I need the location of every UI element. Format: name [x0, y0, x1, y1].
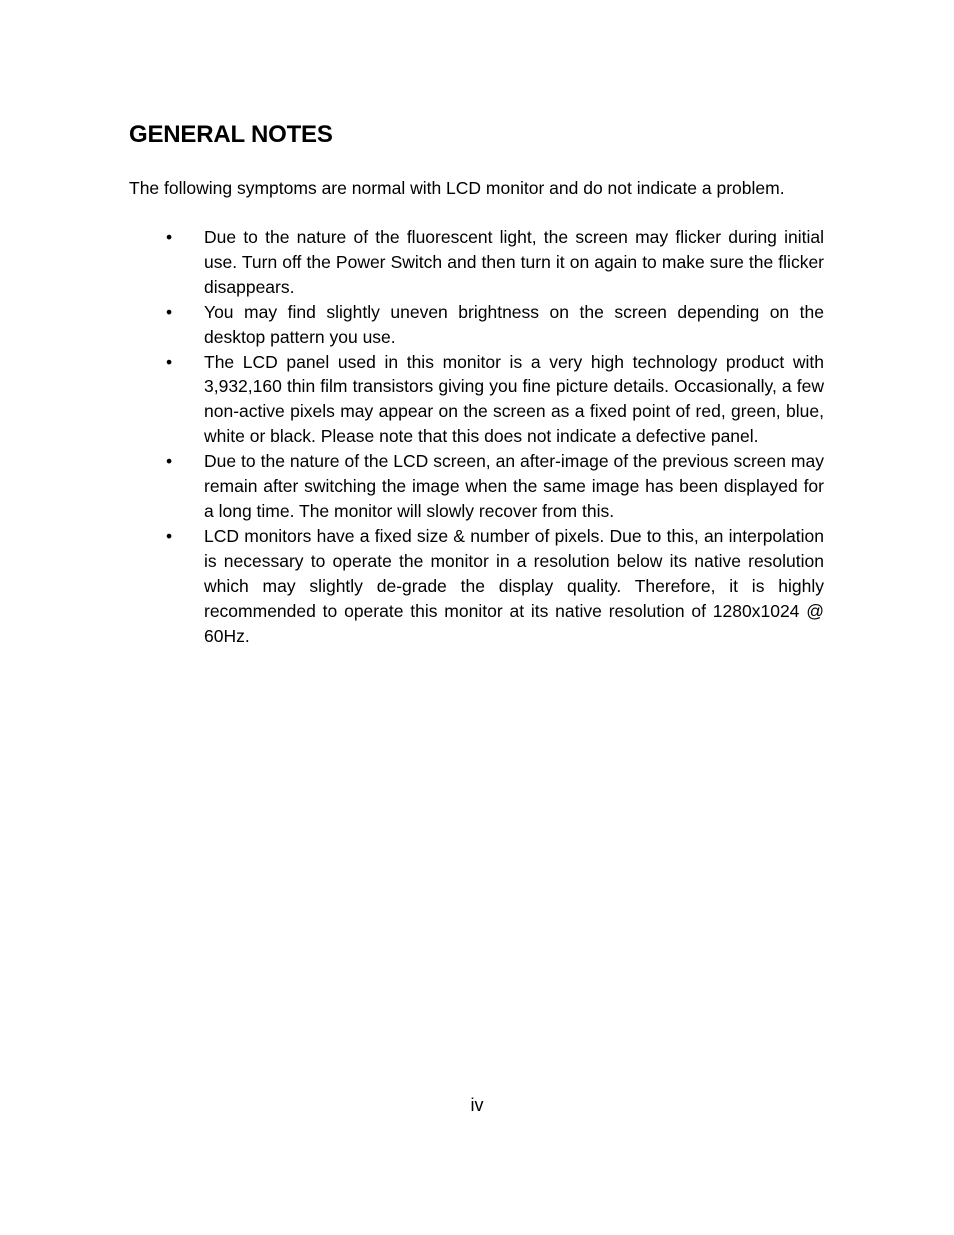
intro-paragraph: The following symptoms are normal with LCD monitor and do not indicate a problem.: [129, 178, 785, 198]
page-heading: GENERAL NOTES: [129, 121, 333, 148]
note-text: You may find slightly uneven brightness on the screen depending on the desktop pattern you use.: [204, 301, 824, 347]
bullet-icon: •: [166, 301, 173, 322]
note-text: The LCD panel used in this monitor is a very high technology product with 3,932,160 thin film transistors giving you fine picture details. Occasionally, a few non-active pixels may appear on the screen as a fixed point of red, green, blue, white or black. Please note that this does not indicate a defective panel.: [204, 351, 824, 447]
list-item: [0, 449, 824, 524]
note-text: Due to the nature of the LCD screen, an after-image of the previous screen may remain after switching the image when the same image has been displayed for a long time. The monitor will slowly recover from this.: [204, 451, 824, 521]
note-text: Due to the nature of the fluorescent light, the screen may flicker during initial use. Turn off the Power Switch and then turn it on again to make sure the flicker disappears.: [204, 227, 824, 297]
note-text: LCD monitors have a fixed size & number of pixels. Due to this, an interpolation is necessary to operate the monitor in a resolution below its native resolution which may slightly de-grade the display quality. Therefore, it is highly recommended to operate this monitor at its native resolution of 1280x1024 @ 60Hz.: [204, 525, 824, 646]
list-item: [0, 350, 824, 450]
bullet-icon: •: [166, 525, 173, 546]
bullet-icon: •: [166, 227, 173, 247]
list-item: [0, 225, 824, 300]
list-item: [0, 300, 824, 350]
page-number: iv: [470, 1095, 484, 1115]
bullet-icon: •: [166, 451, 173, 472]
bullet-icon: •: [166, 351, 173, 372]
notes-list: [0, 225, 824, 648]
list-item: [0, 524, 824, 649]
